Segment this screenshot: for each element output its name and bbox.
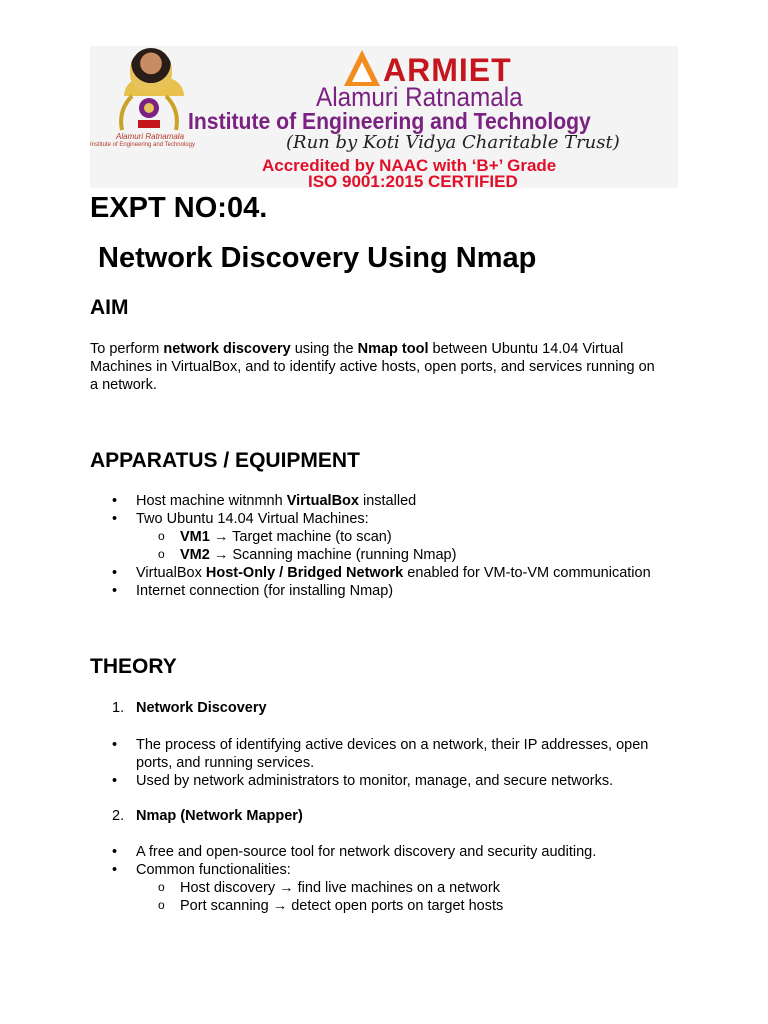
theory-section-2-title: 2. Nmap (Network Mapper) <box>112 808 303 824</box>
list-item: • VirtualBox Host-Only / Bridged Network enabled for VM-to-VM communication <box>112 565 651 581</box>
experiment-title: Network Discovery Using Nmap <box>98 242 537 274</box>
founder-photo <box>130 48 172 92</box>
theory-section-1-title: 1. Network Discovery <box>112 700 267 716</box>
list-item: • Used by network administrators to monitor, manage, and secure networks. <box>112 773 614 789</box>
aim-line-2: Machines in VirtualBox, and to identify active hosts, open ports, and services running on <box>90 359 655 375</box>
apparatus-list <box>110 492 710 600</box>
sub-list-item: o Port scanning → detect open ports on target hosts <box>158 898 504 914</box>
logo-institute-name: Institute of Engineering and Technology <box>90 142 195 148</box>
institute-name: Institute of Engineering and Technology <box>188 108 591 134</box>
experiment-number: EXPT NO:04. <box>90 192 268 224</box>
college-banner <box>90 46 678 188</box>
iso-line: ISO 9001:2015 CERTIFIED <box>308 172 518 188</box>
apparatus-heading: APPARATUS / EQUIPMENT <box>90 449 360 472</box>
aim-line-3: a network. <box>90 377 157 393</box>
armiet-wordmark: ARMIET <box>383 52 512 88</box>
aim-heading: AIM <box>90 296 129 319</box>
list-item: • Two Ubuntu 14.04 Virtual Machines: <box>112 511 369 527</box>
aim-line-1: To perform network discovery using the Nmap tool between Ubuntu 14.04 Virtual <box>90 341 624 357</box>
sub-list-item: o Host discovery → find live machines on a network <box>158 880 500 896</box>
trust-line: (Run by Koti Vidya Charitable Trust) <box>286 132 620 153</box>
college-name: Alamuri Ratnamala <box>316 82 523 112</box>
list-item: • Internet connection (for installing Nmap) <box>112 583 394 599</box>
aim-paragraph <box>90 340 690 394</box>
list-item: • Host machine witnmnh VirtualBox installed <box>112 493 417 509</box>
list-item: • Common functionalities: <box>112 862 291 878</box>
sub-list-item: o VM2 → Scanning machine (running Nmap) <box>158 547 457 563</box>
list-item: • A free and open-source tool for network discovery and security auditing. <box>112 844 597 860</box>
list-item: • The process of identifying active devices on a network, their IP addresses, open ports, and running services. <box>112 737 649 771</box>
logo-college-name: Alamuri Ratnamala <box>116 132 185 141</box>
theory-section-1-list <box>110 736 710 790</box>
theory-section-2-list <box>110 843 710 915</box>
theory-heading: THEORY <box>90 655 177 678</box>
accreditation-line: Accredited by NAAC with ‘B+’ Grade <box>262 156 557 175</box>
sub-list-item: o VM1 → Target machine (to scan) <box>158 529 392 545</box>
